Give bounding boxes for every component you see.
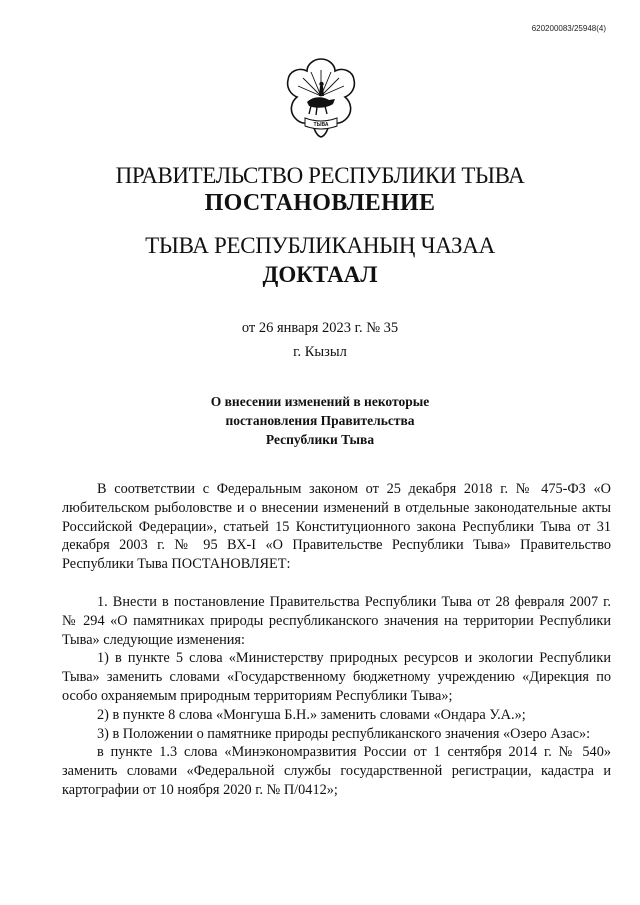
government-title-tyv: ТЫВА РЕСПУБЛИКАНЫҢ ЧАЗАА [145,233,495,258]
paragraph-item-1: 1. Внести в постановление Правительства Республики Тыва от 28 февраля 2007 г. № 294 «О памятниках природы республиканского значения на территории Республики Тыва» следующие изменения: [62,593,611,648]
svg-text:ТЫВА: ТЫВА [313,122,329,128]
subject-line: О внесении изменений в некоторые [210,394,430,409]
government-title-ru: ПРАВИТЕЛЬСТВО РЕСПУБЛИКИ ТЫВА [115,163,525,188]
paragraph-preamble: В соответствии с Федеральным законом от 25 декабря 2018 г. № 475-ФЗ «О любительском рыболовстве и о внесении изменений в отдельные законодательные акты Российской Федерации», статьей 15 Конституционного закона Республики Тыва от 31 декабря 2003 г. № 95 ВХ-I «О Правительстве Республики Тыва» Правительство Республики Тыва ПОСТАНОВЛЯЕТ: [62,481,611,573]
document-subject [0,392,640,449]
doctype-tyv: ДОКТААЛ [262,262,378,287]
paragraph-subitem-1: 1) в пункте 5 слова «Министерству природных ресурсов и экологии Республики Тыва» заменить словами «Государственному бюджетному учреждению «Дирекция по особо охраняемым природным территориям Республики Тыва»; [62,650,611,704]
subject-line: постановления Правительства [225,413,415,428]
tuva-coat-of-arms-icon [283,56,359,146]
doctype-ru: ПОСТАНОВЛЕНИЕ [204,190,436,216]
document-date: от 26 января 2023 г. № 35 [241,320,399,336]
document-body [62,480,611,800]
document-number: 620200083/25948(4) [531,24,606,33]
document-city: г. Кызыл [293,344,347,360]
paragraph-clause-1-3: в пункте 1.3 слова «Минэкономразвития России от 1 сентября 2014 г. № 540» заменить словами «Федеральной службы государственной регистрации, кадастра и картографии от 10 ноября 2020 г. № П/0412»; [62,744,611,798]
subject-line: Республики Тыва [265,432,375,447]
paragraph-subitem-3: 3) в Положении о памятнике природы республиканского значения «Озеро Азас»: [97,725,591,742]
paragraph-subitem-2: 2) в пункте 8 слова «Монгуша Б.Н.» заменить словами «Ондара У.А.»; [97,706,526,723]
